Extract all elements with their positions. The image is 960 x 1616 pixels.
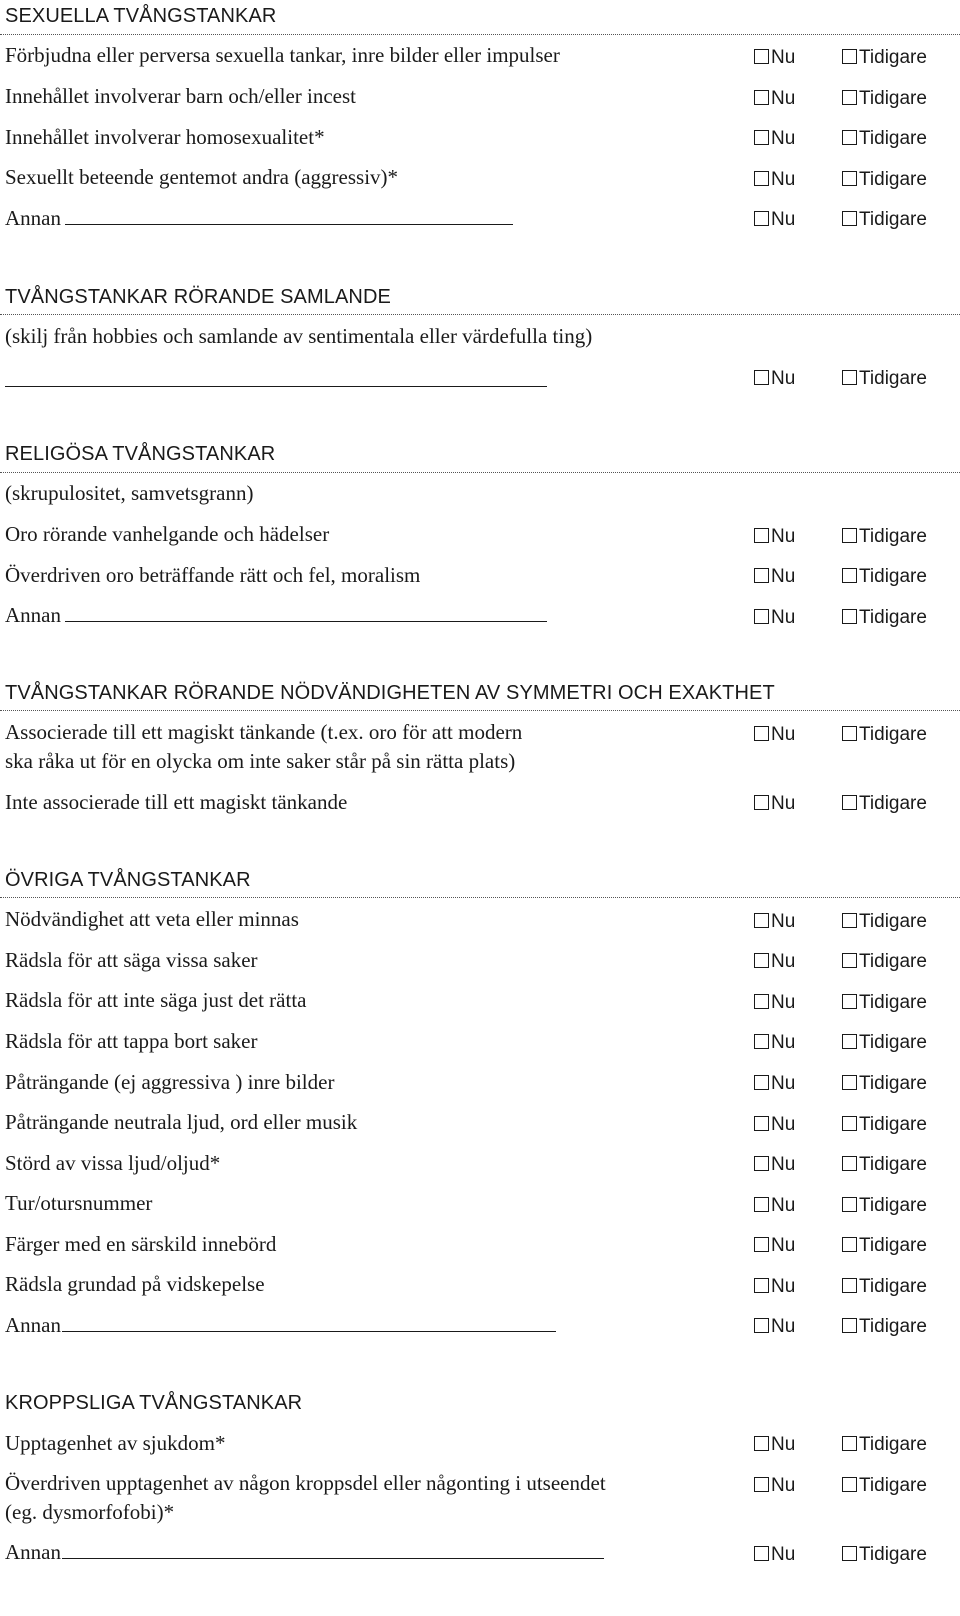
checkbox-icon[interactable]: [842, 1075, 857, 1090]
checkbox-before[interactable]: Tidigare: [842, 46, 927, 70]
list-item: Rädsla grundad på vidskepelse: [5, 1272, 265, 1296]
checkbox-before[interactable]: Tidigare: [842, 168, 927, 192]
list-item: Innehållet involverar barn och/eller incest: [5, 84, 357, 108]
list-item: Överdriven upptagenhet av någon kroppsdel eller någonting i utseendet: [5, 1471, 606, 1495]
section-heading: TVÅNGSTANKAR RÖRANDE SAMLANDE: [5, 286, 391, 308]
checkbox-now[interactable]: Nu: [754, 1234, 795, 1258]
checkbox-now[interactable]: Nu: [754, 565, 795, 589]
checkbox-before[interactable]: Tidigare: [842, 208, 927, 232]
list-item-other: Annan: [5, 204, 745, 233]
checkbox-before[interactable]: Tidigare: [842, 1072, 927, 1096]
checkbox-before[interactable]: Tidigare: [842, 910, 927, 934]
checkbox-icon[interactable]: [754, 1237, 769, 1252]
checkbox-icon[interactable]: [754, 1318, 769, 1333]
checkbox-icon[interactable]: [842, 795, 857, 810]
section-heading: KROPPSLIGA TVÅNGSTANKAR: [5, 1392, 303, 1414]
checkbox-now[interactable]: Nu: [754, 792, 795, 816]
checkbox-icon[interactable]: [754, 953, 769, 968]
checkbox-icon[interactable]: [754, 370, 769, 385]
fill-in-line[interactable]: [65, 204, 513, 225]
checkbox-icon[interactable]: [754, 1156, 769, 1171]
list-item: Oro rörande vanhelgande och hädelser: [5, 522, 330, 546]
dotted-divider: [0, 34, 960, 35]
checkbox-now[interactable]: Nu: [754, 1072, 795, 1096]
checkbox-before[interactable]: Tidigare: [842, 87, 927, 111]
checkbox-icon[interactable]: [754, 49, 769, 64]
checkbox-icon[interactable]: [754, 1278, 769, 1293]
checkbox-icon[interactable]: [842, 171, 857, 186]
checkbox-icon[interactable]: [754, 1546, 769, 1561]
checkbox-before[interactable]: Tidigare: [842, 1234, 927, 1258]
checkbox-icon[interactable]: [754, 1197, 769, 1212]
checkbox-icon[interactable]: [842, 130, 857, 145]
list-item: Påträngande neutrala ljud, ord eller musik: [5, 1110, 358, 1134]
checkbox-before[interactable]: Tidigare: [842, 1433, 927, 1457]
list-item: Inte associerade till ett magiskt tänkande: [5, 790, 348, 814]
checkbox-icon[interactable]: [842, 1546, 857, 1561]
list-item: Sexuellt beteende gentemot andra (aggressiv)*: [5, 165, 399, 189]
checkbox-icon[interactable]: [754, 568, 769, 583]
checkbox-before[interactable]: Tidigare: [842, 606, 927, 630]
checkbox-now[interactable]: Nu: [754, 1474, 795, 1498]
checkbox-now[interactable]: Nu: [754, 208, 795, 232]
checkbox-icon[interactable]: [842, 913, 857, 928]
checkbox-icon[interactable]: [754, 211, 769, 226]
checkbox-now[interactable]: Nu: [754, 1153, 795, 1177]
checkbox-before[interactable]: Tidigare: [842, 367, 927, 391]
checkbox-now[interactable]: Nu: [754, 606, 795, 630]
checkbox-icon[interactable]: [754, 1477, 769, 1492]
checkbox-icon[interactable]: [842, 1197, 857, 1212]
checkbox-icon[interactable]: [842, 211, 857, 226]
checkbox-before[interactable]: Tidigare: [842, 1275, 927, 1299]
checkbox-before[interactable]: Tidigare: [842, 1315, 927, 1339]
checkbox-now[interactable]: Nu: [754, 46, 795, 70]
list-item: Upptagenhet av sjukdom*: [5, 1431, 226, 1455]
checkbox-icon[interactable]: [842, 1436, 857, 1451]
fill-in-line[interactable]: [62, 1538, 604, 1559]
list-item-continuation: (eg. dysmorfofobi)*: [5, 1500, 175, 1524]
checkbox-now[interactable]: Nu: [754, 723, 795, 747]
checkbox-icon[interactable]: [842, 528, 857, 543]
fill-in-line[interactable]: [65, 601, 547, 622]
fill-in-line[interactable]: [5, 386, 547, 387]
checkbox-now[interactable]: Nu: [754, 168, 795, 192]
list-item: Rädsla för att inte säga just det rätta: [5, 988, 307, 1012]
checkbox-icon[interactable]: [754, 528, 769, 543]
dotted-divider: [0, 710, 960, 711]
checkbox-before[interactable]: Tidigare: [842, 792, 927, 816]
checkbox-now[interactable]: Nu: [754, 1433, 795, 1457]
checkbox-icon[interactable]: [842, 90, 857, 105]
checkbox-now[interactable]: Nu: [754, 367, 795, 391]
checkbox-now[interactable]: Nu: [754, 910, 795, 934]
checkbox-icon[interactable]: [754, 994, 769, 1009]
checkbox-icon[interactable]: [842, 1237, 857, 1252]
checkbox-now[interactable]: Nu: [754, 991, 795, 1015]
fill-in-line[interactable]: [62, 1311, 556, 1332]
checkbox-icon[interactable]: [842, 1116, 857, 1131]
checkbox-icon[interactable]: [754, 130, 769, 145]
list-item: Innehållet involverar homosexualitet*: [5, 125, 325, 149]
checkbox-now[interactable]: Nu: [754, 1194, 795, 1218]
checkbox-before[interactable]: Tidigare: [842, 1031, 927, 1055]
checkbox-before[interactable]: Tidigare: [842, 565, 927, 589]
checkbox-now[interactable]: Nu: [754, 525, 795, 549]
checkbox-icon[interactable]: [754, 1075, 769, 1090]
checkbox-icon[interactable]: [754, 90, 769, 105]
checkbox-now[interactable]: Nu: [754, 1315, 795, 1339]
list-item: Nödvändighet att veta eller minnas: [5, 907, 299, 931]
checkbox-before[interactable]: Tidigare: [842, 1543, 927, 1567]
list-item: Förbjudna eller perversa sexuella tankar, inre bilder eller impulser: [5, 43, 560, 67]
checkbox-now[interactable]: Nu: [754, 950, 795, 974]
checkbox-icon[interactable]: [842, 994, 857, 1009]
checkbox-before[interactable]: Tidigare: [842, 1194, 927, 1218]
checkbox-icon[interactable]: [754, 913, 769, 928]
checkbox-icon[interactable]: [842, 726, 857, 741]
checkbox-now[interactable]: Nu: [754, 1543, 795, 1567]
list-item: Påträngande (ej aggressiva ) inre bilder: [5, 1070, 335, 1094]
list-item: Tur/otursnummer: [5, 1191, 153, 1215]
checkbox-now[interactable]: Nu: [754, 1031, 795, 1055]
checkbox-before[interactable]: Tidigare: [842, 525, 927, 549]
checkbox-icon[interactable]: [754, 1436, 769, 1451]
checkbox-icon[interactable]: [842, 1034, 857, 1049]
list-item-other: Annan: [5, 601, 745, 630]
checkbox-now[interactable]: Nu: [754, 1275, 795, 1299]
checkbox-icon[interactable]: [842, 370, 857, 385]
checkbox-icon[interactable]: [842, 1477, 857, 1492]
checkbox-before[interactable]: Tidigare: [842, 1153, 927, 1177]
section-heading: TVÅNGSTANKAR RÖRANDE NÖDVÄNDIGHETEN AV SYMMETRI OCH EXAKTHET: [5, 682, 775, 704]
section-note: (skrupulositet, samvetsgrann): [5, 481, 254, 505]
checkbox-before[interactable]: Tidigare: [842, 991, 927, 1015]
checkbox-icon[interactable]: [754, 795, 769, 810]
checkbox-now[interactable]: Nu: [754, 127, 795, 151]
checkbox-before[interactable]: Tidigare: [842, 127, 927, 151]
list-item: Associerade till ett magiskt tänkande (t.ex. oro för att modern: [5, 720, 523, 744]
checkbox-icon[interactable]: [842, 568, 857, 583]
list-item: Överdriven oro beträffande rätt och fel, moralism: [5, 563, 421, 587]
checkbox-icon[interactable]: [842, 49, 857, 64]
checkbox-icon[interactable]: [754, 171, 769, 186]
list-item: Störd av vissa ljud/oljud*: [5, 1151, 221, 1175]
checkbox-icon[interactable]: [754, 609, 769, 624]
list-item-other: Annan: [5, 1311, 745, 1340]
dotted-divider: [0, 472, 960, 473]
checkbox-icon[interactable]: [754, 726, 769, 741]
list-item: Rädsla för att tappa bort saker: [5, 1029, 258, 1053]
list-item-continuation: ska råka ut för en olycka om inte saker står på sin rätta plats): [5, 749, 516, 773]
checkbox-before[interactable]: Tidigare: [842, 723, 927, 747]
dotted-divider: [0, 314, 960, 315]
dotted-divider: [0, 897, 960, 898]
checkbox-icon[interactable]: [842, 953, 857, 968]
checkbox-before[interactable]: Tidigare: [842, 1113, 927, 1137]
list-item: Färger med en särskild innebörd: [5, 1232, 277, 1256]
section-note: (skilj från hobbies och samlande av sentimentala eller värdefulla ting): [5, 324, 593, 348]
section-heading: SEXUELLA TVÅNGSTANKAR: [5, 5, 277, 27]
checkbox-before[interactable]: Tidigare: [842, 950, 927, 974]
checkbox-icon[interactable]: [842, 1278, 857, 1293]
section-heading: ÖVRIGA TVÅNGSTANKAR: [5, 869, 251, 891]
section-heading: RELIGÖSA TVÅNGSTANKAR: [5, 443, 276, 465]
list-item-other: Annan: [5, 1538, 745, 1567]
checkbox-icon[interactable]: [842, 1156, 857, 1171]
checkbox-icon[interactable]: [842, 609, 857, 624]
checkbox-now[interactable]: Nu: [754, 1113, 795, 1137]
list-item: Rädsla för att säga vissa saker: [5, 948, 258, 972]
checkbox-before[interactable]: Tidigare: [842, 1474, 927, 1498]
checkbox-now[interactable]: Nu: [754, 87, 795, 111]
checkbox-icon[interactable]: [842, 1318, 857, 1333]
checkbox-icon[interactable]: [754, 1034, 769, 1049]
checkbox-icon[interactable]: [754, 1116, 769, 1131]
